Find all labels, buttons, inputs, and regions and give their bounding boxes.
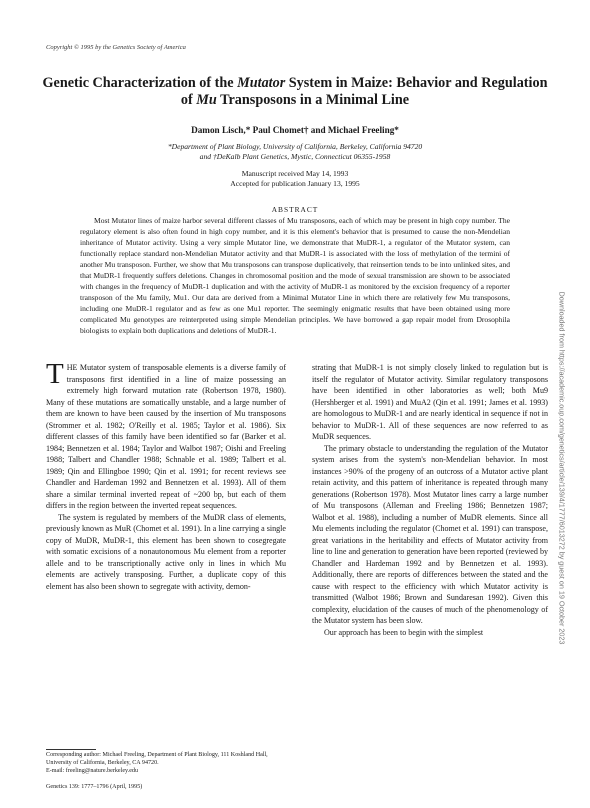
footnote-divider — [46, 749, 96, 750]
journal-citation-footer: Genetics 139: 1777–1796 (April, 1995) — [46, 784, 143, 790]
paper-title — [40, 75, 550, 109]
intro-paragraph-2: The system is regulated by members of the MuDR class of elements, previously known as MuR (Chomet et al. 1991). In a line carrying a single copy of MuDR, MuDR-1, this element has been shown to cosegregate with somatic excisions of a nonautonomous Mu element from a reporter allele and to be transcriptionally active only in lines in which Mu elements are actively transposing. Further, a duplicate copy of this element has also been shown to segregate with activity, demon- — [46, 512, 286, 591]
copyright-line: Copyright © 1995 by the Genetics Society of America — [46, 44, 186, 51]
abstract-heading: ABSTRACT — [271, 205, 319, 214]
intro-paragraph-5: Our approach has been to begin with the simplest — [324, 627, 484, 637]
body-column-right — [312, 362, 548, 638]
corresponding-author-footnote — [46, 752, 286, 775]
intro-paragraph-3: strating that MuDR-1 is not simply closely linked to regulation but is itself the regulator of Mutator activity. Similar regulatory transposons have been identified in other laboratories as well; both Mu9 (Hershberger et al. 1991) and MuA2 (Qin et al. 1991; James et al. 1993) are homologous to MuDR-1 and are nearly identical in sequence if not in behavior to MuDR-1. All of these sequences are now referred to as MuDR sequences. — [312, 363, 548, 441]
abstract-body: Most Mutator lines of maize harbor several different classes of Mu transposons, each of which may be present in high copy number. The regulatory element is also often found in high copy number, and it is this element's behavior that is presumed to cause the non-Mendelian inheritance of Mutator activity. Using a very simple Mutator line, we demonstrate that MuDR-1, a regulator of the Mutator system, can functionally replace standard non-Mendelian Mutator activity and that MuDR-1 is associated with the loss of methylation of the termini of another Mu transposon. Further, we show that Mu transposons can transpose duplicatively, that reinsertion tends to be into unlinked sites, and that MuDR-1 frequently suffers deletions. Changes in chromosomal position and the mode of sexual transmission are shown to be associated with changes in the frequency of MuDR-1 duplication and with the activity of MuDR-1 as monitored by the excision frequency of a reporter transposon of the Mu family, Mu1. Our data are derived from a Minimal Mutator Line in which there are relatively few Mu transposons, including one MuDR-1 regulator and as few as one Mu1 reporter. The seemingly enigmatic results that have been obtained using more complicated Mu genotypes are reinterpreted using simple Mendelian principles. We have borrowed a gap repair model from Drosophila biologists to explain both duplications and deletions of MuDR-1. — [80, 216, 510, 335]
affiliation-line: *Department of Plant Biology, University of California, Berkeley, California 94720 — [167, 142, 423, 151]
received-date: Manuscript received May 14, 1993 — [241, 169, 349, 178]
download-watermark[interactable]: Downloaded from https://academic.oup.com/genetics/article/139/4/1777/6013272 by guest on 19 October 2023 — [557, 291, 567, 645]
drop-cap: T — [46, 358, 64, 390]
intro-paragraph-4: The primary obstacle to understanding the regulation of the Mutator system arises from the system's non-Mendelian behavior. In most instances >90% of the progeny of an outcross of a Mutator active plant retain activity, and this pattern of inheritance is repeated through many generations (Robertson 1978). Most Mutator lines carry a large number of Mu transposons (Alleman and Freeling 1986; Bennetzen 1987; Walbot et al. 1988), including a number of MuDR elements. Since all Mu elements including the regulator (Chomet et al. 1991) can transpose, great variations in the heritability and effects of Mutator activity from line to line and generation to generation have been reported (reviewed by Chandler and Hardeman 1992 and by Bennetzen et al. 1993). Additionally, there are reports of differences between the stated and the cause with respect to the efficiency with which Mutator activity is transmitted (Walbot 1986; Brown and Sundaresan 1992). Given this complexity, elucidation of the causes of much of the phenomenology of the Mutator system has been slow. — [312, 443, 548, 625]
footnote-email: E-mail: freeling@nature.berkeley.edu — [46, 767, 139, 774]
affiliations — [40, 142, 550, 162]
author-list: Damon Lisch,* Paul Chomet† and Michael Freeling* — [191, 125, 399, 135]
footnote-line: Corresponding author: Michael Freeling, Department of Plant Biology, 111 Koshland Hall, University of California, Berkeley, CA 94720. — [46, 752, 268, 766]
accepted-date: Accepted for publication January 13, 1995 — [230, 179, 360, 188]
title-part-3: Transposons in a Minimal Line — [216, 92, 410, 108]
title-italic-mu: Mu — [196, 92, 217, 108]
intro-paragraph-1-text: HE Mutator system of transposable elements is a diverse family of transposons first identified in a line of maize possessing an extremely high forward mutation rate (Robertson 1978, 1980). Many of these mutations are somatically unstable, and a large number of them are known to have been caused by the insertion of Mu transposons (Strommer et al. 1982; O'Reilly et al. 1985; Taylor et al. 1986). Six different classes of this family have been identified so far (Barker et al. 1984; Bennetzen et al. 1984; Taylor and Walbot 1987; Oishi and Freeling 1988; Talbert and Chandler 1988; Schnable et al. 1989; Talbert et al. 1989; Qin and Ellingboe 1990; Qin et al. 1991; for recent reviews see Chandler and Hardeman 1992 and Bennetzen et al. 1993). All of them share a similar terminal inverted repeat of ~200 bp, but each of them differs in the region between the inverted repeat sequences. — [46, 363, 286, 510]
title-italic-mutator: Mutator — [237, 75, 286, 91]
body-column-left — [46, 358, 286, 592]
intro-paragraph-1 — [46, 358, 286, 512]
title-part-2: System in Maize: Behavior and Regulation of — [180, 75, 548, 108]
title-part-1: Genetic Characterization of the — [42, 75, 238, 91]
manuscript-dates — [40, 169, 550, 189]
affiliation-line: and †DeKalb Plant Genetics, Mystic, Connecticut 06355-1958 — [199, 152, 391, 161]
